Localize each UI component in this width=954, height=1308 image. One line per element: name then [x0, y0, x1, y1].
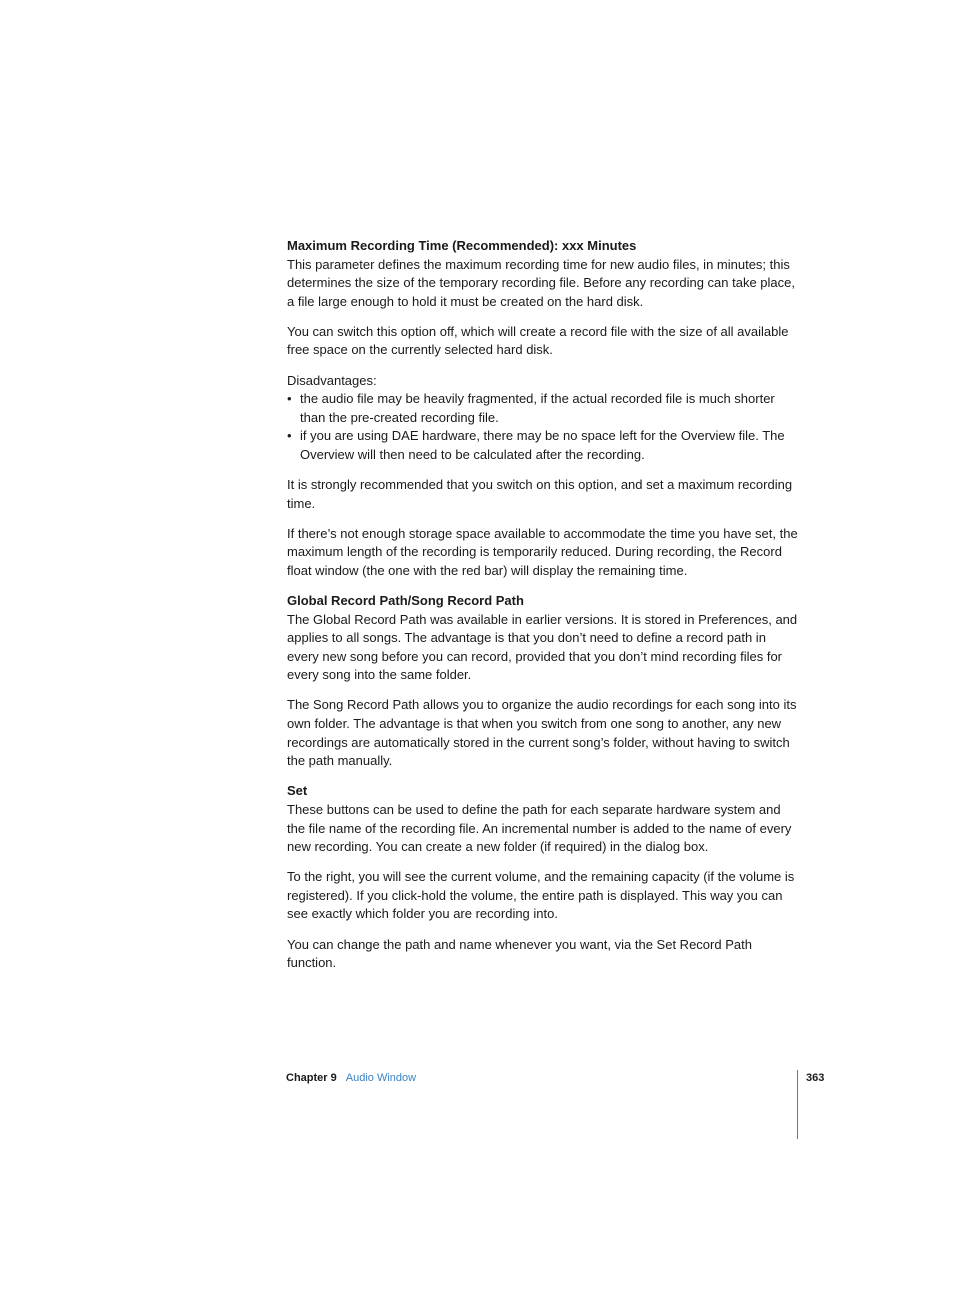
- paragraph: These buttons can be used to define the path for each separate hardware system and the file name of the recording file. An incremental number is added to the name of every new recording. You can create a new folder (if required) in the dialog box.: [287, 801, 792, 855]
- paragraph: It is strongly recommended that you switch on this option, and set a maximum recording time.: [287, 477, 793, 511]
- bullet-icon: •: [287, 428, 292, 444]
- section-set: [287, 782, 799, 972]
- section-heading: Maximum Recording Time (Recommended): xxx Minutes: [287, 238, 637, 253]
- footer-divider: [797, 1070, 798, 1139]
- paragraph: You can change the path and name whenever you want, via the Set Record Path function.: [287, 936, 752, 971]
- paragraph: You can switch this option off, which will create a record file with the size of all available free space on the currently selected hard disk.: [287, 323, 789, 358]
- chapter-label: Chapter 9: [286, 1072, 337, 1084]
- section-heading: Global Record Path/Song Record Path: [287, 593, 524, 608]
- paragraph: This parameter defines the maximum recording time for new audio files, in minutes; this determines the size of the temporary recording file. Before any recording can take place, a file large enough to hold it must be created on the hard disk.: [287, 256, 795, 309]
- paragraph: The Song Record Path allows you to organize the audio recordings for each song into its own folder. The advantage is that when you switch from one song to another, any new recordings are automatically stored in the current song’s folder, without having to switch the path manually.: [287, 697, 797, 769]
- list-item-text: if you are using DAE hardware, there may be no space left for the Overview file. The Overview will then need to be calculated after the recording.: [300, 428, 785, 462]
- page-footer: [286, 1070, 416, 1086]
- section-heading: Set: [287, 783, 308, 799]
- list-item: [287, 427, 799, 464]
- section-record-path: [287, 592, 799, 771]
- bullet-icon: •: [287, 391, 292, 407]
- page-body: [287, 237, 799, 984]
- disadvantages-list: [287, 390, 799, 464]
- list-item: [287, 390, 799, 427]
- page-number: 363: [806, 1072, 825, 1084]
- section-max-recording-time: [287, 237, 799, 581]
- paragraph: If there’s not enough storage space available to accommodate the time you have set, the maximum length of the recording is temporarily reduced. During recording, the Record float window (the one with the red bar) will display the remaining time.: [287, 525, 798, 578]
- paragraph: The Global Record Path was available in earlier versions. It is stored in Preferences, and applies to all songs. The advantage is that you don’t need to define a record path in every new song before you can record, provided that you don’t mind recording files for every song into the same folder.: [287, 611, 798, 683]
- paragraph: To the right, you will see the current volume, and the remaining capacity (if the volume is registered). If you click-hold the volume, the entire path is displayed. This way you can see exactly which folder you are recording into.: [287, 869, 795, 922]
- chapter-title-link[interactable]: Audio Window: [345, 1072, 417, 1084]
- list-lead: Disadvantages:: [287, 372, 377, 388]
- list-item-text: the audio file may be heavily fragmented, if the actual recorded file is much shorter than the pre-created recording file.: [300, 391, 775, 425]
